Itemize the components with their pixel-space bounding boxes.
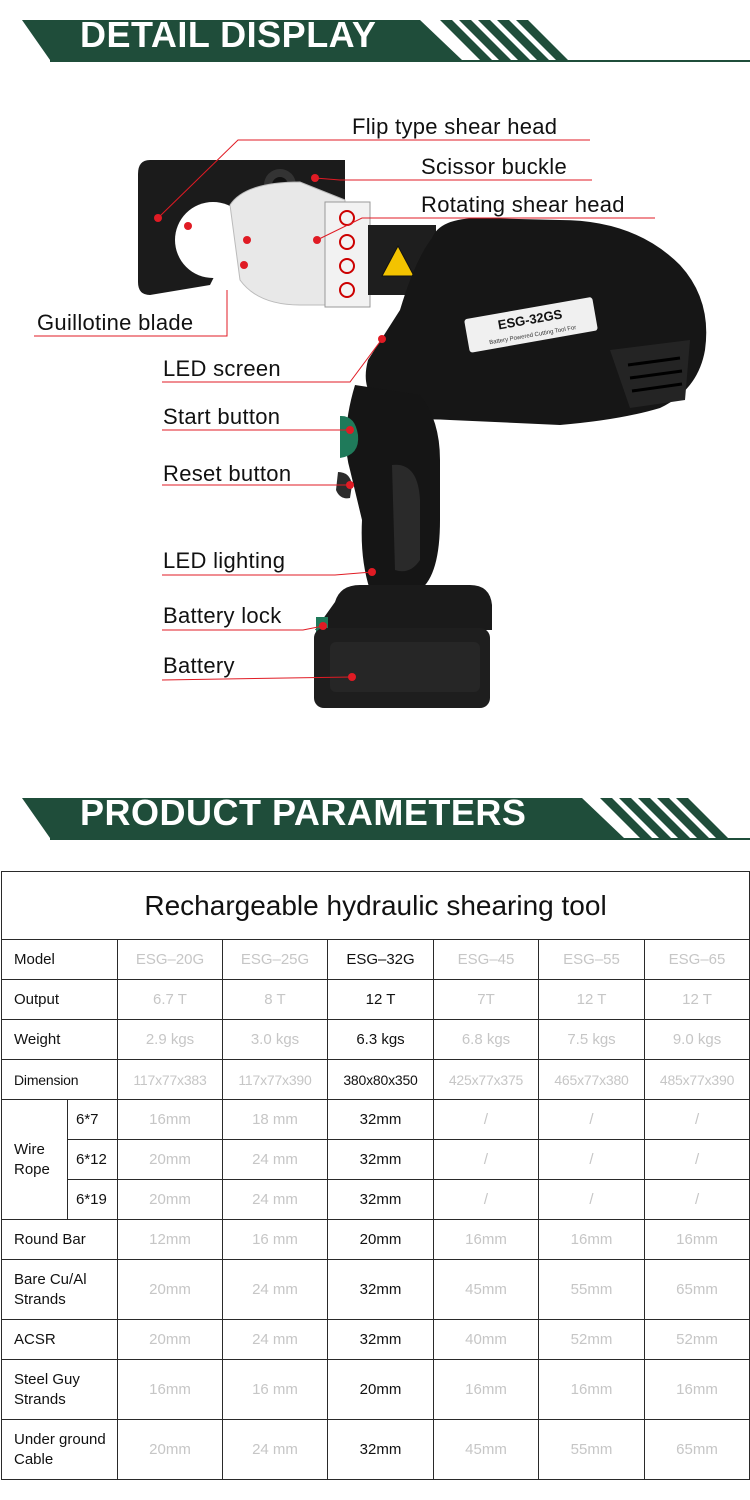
table-cell: 52mm — [539, 1320, 645, 1360]
callout-start-button: Start button — [163, 404, 281, 429]
table-cell-highlight: 32mm — [328, 1180, 434, 1220]
section-title-parameters: PRODUCT PARAMETERS — [80, 792, 527, 833]
table-cell-highlight: 32mm — [328, 1140, 434, 1180]
table-cell-highlight: 6.3 kgs — [328, 1020, 434, 1060]
table-cell-highlight: 32mm — [328, 1260, 434, 1320]
table-row-wire-rope-6x19 — [2, 1180, 750, 1220]
table-cell: / — [645, 1140, 750, 1180]
table-cell: 16 mm — [223, 1220, 328, 1260]
table-row-wire-rope-6x7 — [2, 1100, 750, 1140]
table-cell: / — [539, 1180, 645, 1220]
table-cell: 52mm — [645, 1320, 750, 1360]
callout-scissor-buckle: Scissor buckle — [421, 154, 568, 179]
table-cell: 7T — [434, 980, 539, 1020]
table-cell: / — [434, 1100, 539, 1140]
detail-display-banner — [0, 10, 750, 70]
table-row-underground-cable — [2, 1420, 750, 1480]
table-cell: ESG–65 — [645, 940, 750, 980]
table-cell: 485x77x390 — [645, 1060, 750, 1100]
table-cell: / — [645, 1100, 750, 1140]
table-cell: 8 T — [223, 980, 328, 1020]
table-cell: 12mm — [118, 1220, 223, 1260]
table-row-steel-guy — [2, 1360, 750, 1420]
product-parameters-banner — [0, 788, 750, 848]
table-row-model — [2, 940, 750, 980]
table-cell: 20mm — [118, 1180, 223, 1220]
table-cell: 16mm — [539, 1220, 645, 1260]
table-row-weight — [2, 1020, 750, 1060]
table-title: Rechargeable hydraulic shearing tool — [2, 872, 750, 940]
table-cell: / — [539, 1140, 645, 1180]
table-cell: 2.9 kgs — [118, 1020, 223, 1060]
callout-flip-head: Flip type shear head — [352, 114, 558, 139]
row-label: Round Bar — [2, 1220, 118, 1260]
row-label: Output — [2, 980, 118, 1020]
table-cell: 18 mm — [223, 1100, 328, 1140]
model-badge-subtext: Battery Powered Cutting Tool For — [488, 325, 577, 347]
table-cell-highlight: 380x80x350 — [328, 1060, 434, 1100]
table-cell-highlight: 32mm — [328, 1420, 434, 1480]
table-cell: 45mm — [434, 1420, 539, 1480]
table-cell: 16mm — [118, 1100, 223, 1140]
row-label: Under ground Cable — [2, 1420, 118, 1480]
model-badge-text: ESG-32GS — [496, 306, 564, 333]
product-parameters-table — [1, 871, 750, 1480]
table-row-round-bar — [2, 1220, 750, 1260]
table-cell: 16mm — [434, 1220, 539, 1260]
table-cell: 16mm — [539, 1360, 645, 1420]
callout-reset-button: Reset button — [163, 461, 292, 486]
table-cell: 12 T — [539, 980, 645, 1020]
table-cell: ESG–20G — [118, 940, 223, 980]
subrow-label: 6*12 — [68, 1140, 118, 1180]
table-cell: ESG–55 — [539, 940, 645, 980]
table-cell: 16 mm — [223, 1360, 328, 1420]
table-cell: 55mm — [539, 1420, 645, 1480]
callout-guillotine-blade: Guillotine blade — [37, 310, 194, 335]
table-cell-highlight: 32mm — [328, 1320, 434, 1360]
table-cell: 65mm — [645, 1260, 750, 1320]
table-cell: ESG–25G — [223, 940, 328, 980]
table-cell: 465x77x380 — [539, 1060, 645, 1100]
table-row-acsr — [2, 1320, 750, 1360]
table-cell: 16mm — [118, 1360, 223, 1420]
table-cell: 117x77x390 — [223, 1060, 328, 1100]
callout-led-lighting: LED lighting — [163, 548, 286, 573]
table-cell: 16mm — [434, 1360, 539, 1420]
row-label: Steel Guy Strands — [2, 1360, 118, 1420]
table-cell: ESG–45 — [434, 940, 539, 980]
row-label: Bare Cu/Al Strands — [2, 1260, 118, 1320]
table-cell: 55mm — [539, 1260, 645, 1320]
table-cell-highlight: ESG–32G — [328, 940, 434, 980]
table-cell: 12 T — [645, 980, 750, 1020]
row-label: ACSR — [2, 1320, 118, 1360]
table-cell: 24 mm — [223, 1180, 328, 1220]
table-cell: 20mm — [118, 1140, 223, 1180]
table-cell: 24 mm — [223, 1320, 328, 1360]
table-cell: 40mm — [434, 1320, 539, 1360]
table-cell-highlight: 20mm — [328, 1220, 434, 1260]
table-cell-highlight: 12 T — [328, 980, 434, 1020]
table-cell: 9.0 kgs — [645, 1020, 750, 1060]
cutter-tool-image — [0, 90, 750, 770]
row-label: Dimension — [2, 1060, 118, 1100]
callout-rotating-head: Rotating shear head — [421, 192, 625, 217]
table-cell: 20mm — [118, 1320, 223, 1360]
table-cell: 20mm — [118, 1420, 223, 1480]
table-cell: 24 mm — [223, 1140, 328, 1180]
table-cell: 16mm — [645, 1220, 750, 1260]
table-cell: 24 mm — [223, 1260, 328, 1320]
table-cell: 65mm — [645, 1420, 750, 1480]
table-cell: 425x77x375 — [434, 1060, 539, 1100]
table-cell-highlight: 32mm — [328, 1100, 434, 1140]
table-cell: 16mm — [645, 1360, 750, 1420]
callout-battery: Battery — [163, 653, 235, 678]
table-row-wire-rope-6x12 — [2, 1140, 750, 1180]
subrow-label: 6*7 — [68, 1100, 118, 1140]
table-cell: 7.5 kgs — [539, 1020, 645, 1060]
table-cell: 117x77x383 — [118, 1060, 223, 1100]
callout-battery-lock: Battery lock — [163, 603, 282, 628]
table-cell: 45mm — [434, 1260, 539, 1320]
subrow-label: 6*19 — [68, 1180, 118, 1220]
row-label: Weight — [2, 1020, 118, 1060]
section-title-detail: DETAIL DISPLAY — [80, 14, 377, 55]
row-label: Model — [2, 940, 118, 980]
table-cell: 6.8 kgs — [434, 1020, 539, 1060]
callout-led-screen: LED screen — [163, 356, 281, 381]
table-cell: / — [434, 1140, 539, 1180]
table-cell: / — [539, 1100, 645, 1140]
product-illustration — [0, 90, 750, 770]
table-row-dimension — [2, 1060, 750, 1100]
table-cell: 24 mm — [223, 1420, 328, 1480]
table-row-output — [2, 980, 750, 1020]
table-cell: / — [645, 1180, 750, 1220]
table-row-bare-strands — [2, 1260, 750, 1320]
table-cell-highlight: 20mm — [328, 1360, 434, 1420]
table-cell: 20mm — [118, 1260, 223, 1320]
table-cell: 3.0 kgs — [223, 1020, 328, 1060]
table-cell: / — [434, 1180, 539, 1220]
row-label: Wire Rope — [2, 1100, 68, 1220]
table-cell: 6.7 T — [118, 980, 223, 1020]
